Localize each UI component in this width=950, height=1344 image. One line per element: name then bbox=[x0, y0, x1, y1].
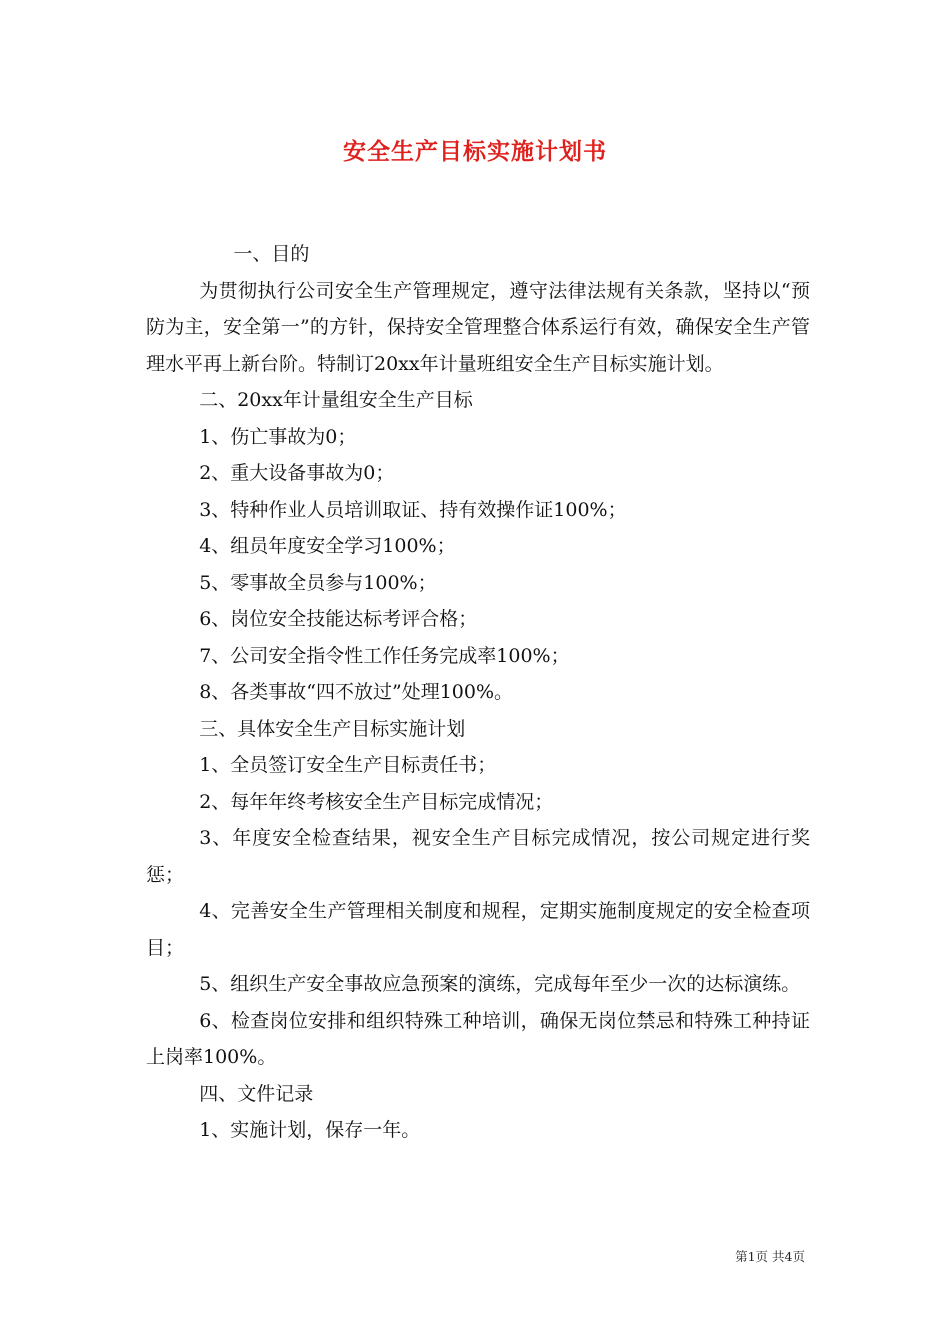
list-item: 6、岗位安全技能达标考评合格； bbox=[199, 608, 478, 630]
section-heading: 三、具体安全生产目标实施计划 bbox=[199, 717, 466, 740]
list-item: 2、每年年终考核安全生产目标完成情况； bbox=[199, 790, 554, 813]
list-item: 1、实施计划，保存一年。 bbox=[199, 1119, 421, 1141]
list-item: 6、检查岗位安排和组织特殊工种培训，确保无岗位禁忌和特殊工种持证上岗率100%。 bbox=[146, 1009, 810, 1068]
list-item: 3、年度安全检查结果，视安全生产目标完成情况，按公司规定进行奖惩； bbox=[146, 827, 810, 886]
page-number: 第1页 共4页 bbox=[735, 1249, 805, 1264]
list-item: 5、零事故全员参与100%； bbox=[199, 571, 437, 594]
list-item: 8、各类事故“四不放过”处理100%。 bbox=[199, 681, 514, 703]
document-body bbox=[146, 236, 810, 1149]
list-item: 5、组织生产安全事故应急预案的演练，完成每年至少一次的达标演练。 bbox=[199, 973, 801, 995]
list-item: 4、组员年度安全学习100%； bbox=[199, 535, 456, 557]
list-item: 4、完善安全生产管理相关制度和规程，定期实施制度规定的安全检查项目； bbox=[146, 900, 810, 959]
section-heading: 四、文件记录 bbox=[199, 1082, 314, 1105]
section-heading: 二、20xx年计量组安全生产目标 bbox=[199, 389, 473, 411]
section-heading: 一、目的 bbox=[233, 243, 310, 265]
list-item: 1、全员签订安全生产目标责任书； bbox=[199, 754, 497, 776]
list-item: 2、重大设备事故为0； bbox=[199, 462, 395, 484]
list-item: 1、伤亡事故为0； bbox=[199, 425, 357, 448]
document-title: 安全生产目标实施计划书 bbox=[343, 138, 607, 165]
list-item: 3、特种作业人员培训取证、持有效操作证100%； bbox=[199, 498, 627, 521]
list-item: 7、公司安全指令性工作任务完成率100%； bbox=[199, 644, 570, 667]
paragraph: 为贯彻执行公司安全生产管理规定，遵守法律法规有关条款，坚持以“预防为主，安全第一”的方针，保持安全管理整合体系运行有效，确保安全生产管理水平再上新台阶。特制订20xx年计量班组安全生产目标实施计划。 bbox=[146, 279, 810, 375]
